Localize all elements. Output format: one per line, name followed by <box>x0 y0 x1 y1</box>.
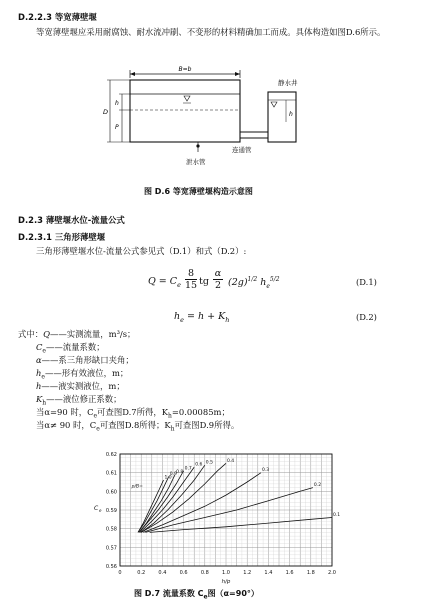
y-tick-label: 0.60 <box>105 489 117 496</box>
condition-alpha-not-90: 当α≠ 90 时，$C_e$可查图D.8所得；$K_h$可查图D.9所得。 <box>36 420 240 433</box>
water-level-marker-icon <box>184 96 190 101</box>
x-tick-label: 0 <box>118 570 122 576</box>
eq1-fraction-den: 15 <box>185 280 198 291</box>
y-tick-label: 0.62 <box>105 452 117 458</box>
drain-valve-icon <box>196 144 199 147</box>
eq2-lhs: h <box>174 311 181 322</box>
x-tick-label: 2.0 <box>328 570 336 576</box>
series-label: 0.5 <box>205 460 213 466</box>
definition-item: $h_e——$形有效液位，m； <box>36 368 129 381</box>
section-paragraph-d223: 等宽薄壁堰应采用耐腐蚀、耐水流冲刷、不变形的材料精确加工而成。具体构造如图D.6所示。 <box>36 27 386 37</box>
eq1-ce-sub: e <box>177 280 181 289</box>
x-tick-label: 1.2 <box>243 570 252 576</box>
definition-item: $K_h——$液位修正系数； <box>36 394 122 407</box>
well-h-label: h <box>289 111 293 118</box>
figure-d6-caption: 图 D.6 等宽薄壁堰构造示意图 <box>144 187 253 196</box>
x-tick-label: 0.2 <box>137 570 146 576</box>
eq1-fraction <box>185 268 197 291</box>
section-heading-d231: D.2.3.1 三角形薄壁堰 <box>18 232 106 242</box>
x-tick-label: 1.0 <box>222 570 230 576</box>
eq1-g-term <box>228 276 280 290</box>
series-label: 0.7 <box>184 466 192 472</box>
eq1-tg: tg <box>199 276 209 287</box>
series-label: 0.4 <box>227 458 235 464</box>
y-tick-label: 0.59 <box>105 508 117 514</box>
eq1-alpha-den: 2 <box>214 280 222 291</box>
eq1-lhs: Q = C <box>148 276 178 287</box>
eq1-alpha-fraction <box>213 268 223 291</box>
drain-pipe-label: 泄水管 <box>186 158 206 166</box>
series-label: 0.1 <box>333 512 341 518</box>
y-axis-label-sub: e <box>99 508 102 513</box>
y-tick-label: 0.56 <box>105 564 117 570</box>
x-tick-label: 1.4 <box>264 570 273 576</box>
x-axis-label: h/p <box>221 579 231 584</box>
well-level-marker-icon <box>271 102 277 107</box>
eq1-g: (2g) <box>228 277 248 289</box>
section-heading-d223: D.2.2.3 等宽薄壁堰 <box>18 12 97 22</box>
definitions-list <box>18 328 398 432</box>
flow-coefficient-chart <box>88 448 344 584</box>
series-label: 0.3 <box>261 468 270 474</box>
x-tick-label: 1.6 <box>285 570 294 576</box>
eq1-g-exp: 1/2 <box>247 276 258 283</box>
section-paragraph-d231: 三角形薄壁堰水位-流量公式参见式（D.1）和式（D.2）: <box>36 246 247 256</box>
series-label: 1.0 <box>164 475 172 481</box>
dimension-h-label: h <box>115 100 119 107</box>
section-heading-d23: D.2.3 薄壁堰水位-流量公式 <box>18 215 125 225</box>
series-label: 0.6 <box>195 462 203 468</box>
eq2-rhs-sub: h <box>225 315 230 324</box>
series-label: 0.9 <box>169 471 177 477</box>
definition-item: $C_e——$流量系数； <box>36 342 105 355</box>
eq1-h: h <box>260 277 267 289</box>
eq1-fraction-num: 8 <box>185 268 197 280</box>
weir-schematic-figure <box>90 58 330 170</box>
x-tick-label: 0.4 <box>158 570 167 576</box>
eq1-h-sub: e <box>266 283 270 291</box>
connecting-pipe-label: 连通管 <box>232 146 252 154</box>
figure-d7-caption: 图 D.7 流量系数 $C_e$图（α=90°） <box>134 589 259 601</box>
series-label: 0.2 <box>313 483 322 489</box>
definition-item: 式中：Q——实测流量，m³/s； <box>18 329 136 339</box>
y-tick-label: 0.61 <box>105 470 117 477</box>
series-annotation: p/B= <box>131 484 143 490</box>
y-tick-label: 0.57 <box>105 545 117 552</box>
dimension-d-label: D <box>103 108 109 116</box>
equation-d1-number: (D.1) <box>356 277 377 287</box>
width-label: B=b <box>178 66 192 73</box>
x-tick-label: 0.8 <box>200 570 209 576</box>
x-tick-label: 0.6 <box>179 570 188 576</box>
y-tick-label: 0.58 <box>105 526 117 533</box>
eq1-h-exp: 5/2 <box>269 276 280 283</box>
eq1-alpha-num: α <box>214 268 222 279</box>
condition-alpha-90: 当α=90 时，$C_e$可查图D.7所得，$K_h=0.00085m$； <box>36 407 230 420</box>
stilling-well-label: 静水井 <box>278 79 298 87</box>
equation-d1 <box>148 276 181 289</box>
equation-d2 <box>174 311 229 324</box>
definition-item: h——液实测液位，m； <box>36 381 125 391</box>
x-tick-label: 1.8 <box>306 570 315 576</box>
dimension-p-label: P <box>115 124 119 131</box>
series-label: 0.8 <box>176 470 184 476</box>
y-axis-label: C <box>94 505 99 512</box>
definition-item: α——系三角形缺口夹角； <box>36 355 134 365</box>
tank-outline <box>130 80 240 142</box>
eq2-lhs-sub: e <box>180 315 184 324</box>
eq2-rhs: = h + K <box>187 311 226 322</box>
equation-d2-number: (D.2) <box>356 312 377 322</box>
